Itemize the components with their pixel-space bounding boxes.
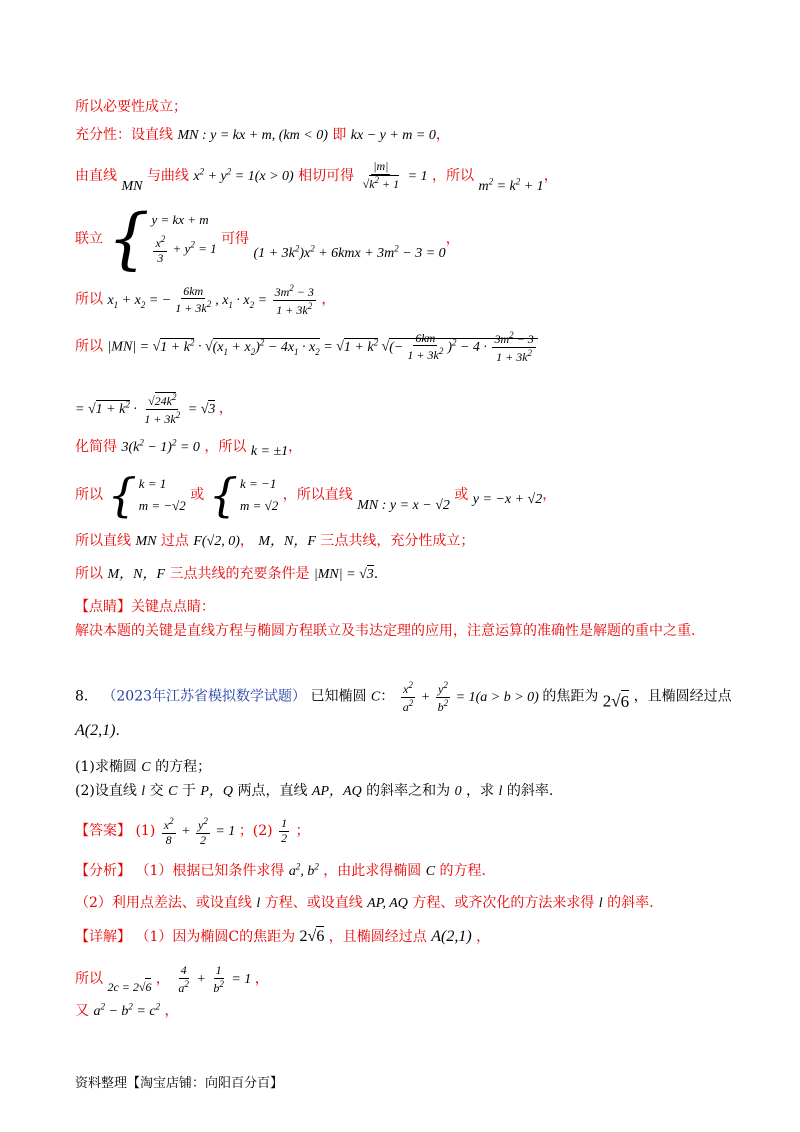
page-footer — [75, 1072, 283, 1091]
text: ，所以 — [204, 439, 247, 455]
mn-label: MN — [121, 178, 143, 194]
conclusion-line: 所以 M，N，F 三点共线的充要条件是 |MN| = √3. — [75, 566, 379, 582]
text: 所以 — [75, 338, 103, 355]
points-mnf: M，N，F — [258, 534, 316, 549]
question-8-point: A(2,1). — [75, 722, 120, 739]
text: 或 — [454, 487, 469, 503]
m-squared-result: $m^2 = k^2 + 1$ — [478, 176, 544, 194]
ellipse-name: C — [370, 689, 381, 705]
text: 过点 — [160, 533, 189, 549]
simplified-equation: $3(k^2 - 1)^2 = 0$ — [121, 437, 200, 455]
text: 所以 — [75, 487, 103, 503]
analysis-line-2: （2）利用点差法、或设直线 l 方程、或设直线 AP, AQ 方程、或齐次化的方法来求得 l 的斜率. — [75, 895, 654, 911]
text: 所以 — [75, 566, 103, 582]
text: 解决本题的关键是直线方程与椭圆方程联立及韦达定理的应用，注意运算的准确性是解题的重中之重. — [75, 623, 696, 639]
condition-formula: |MN| = √3 — [313, 567, 374, 582]
line-equation: MN : y = kx + m, (km < 0) — [177, 128, 328, 143]
solution-system-a: { k = 1 m = −√2 — [107, 468, 186, 522]
text: 所以直线 — [75, 533, 131, 549]
line-solution-1: MN : y = x − √2 — [357, 498, 450, 513]
answer-2: $\frac{1}{2}$ — [281, 815, 288, 845]
question-8-part-2: (2)设直线 l 交 C 于 P，Q 两点，直线 AP，AQ 的斜率之和为 0 ，求 l 的斜率. — [75, 783, 554, 799]
text: 所以 — [75, 291, 103, 308]
text: 联立 — [75, 231, 103, 247]
text: 即 — [332, 127, 347, 143]
mn-label: MN — [135, 534, 157, 549]
text: ，且椭圆经过点 — [633, 688, 732, 705]
question-number: 8． — [75, 688, 98, 705]
detail-line-2: 所以 2c = 2√6 ， $\frac{4}{a^2}$ + $\frac{1}{b^2}$ = 1 ， — [75, 963, 269, 995]
points-mnf: M，N，F — [107, 567, 166, 582]
answer-1: $\frac{x^2}{8}$ + $\frac{y^2}{2}$ = 1 — [163, 816, 239, 847]
text: 【点睛】关键点点睛： — [75, 599, 215, 615]
detail-line-3: 又 $a^2 - b^2 = c^2$ ， — [75, 1001, 179, 1019]
chord-length-formula: $|MN| = √1 + k^2 \cdot √(x_1 + x_2)^2 - 4x_1 \cdot x_2 = √1 + k^2$ √(− $\frac{6km}{1 + 3k^2}$ )$^2$ − 4 · $\frac{3m^2 - 3}{1 + 3k^2}$ — [107, 338, 537, 355]
text: 相切可得 — [298, 167, 355, 184]
text: 三点共线，充分性成立； — [320, 533, 475, 549]
k-value: k = ±1 — [250, 444, 289, 459]
answer-tag: 【答案】 — [75, 823, 131, 840]
text: 所以必要性成立； — [75, 99, 187, 115]
focus-point: F(√2, 0) — [193, 534, 240, 549]
focal-length: 2√6 — [602, 691, 630, 711]
line-solution-2: y = −x + √2 — [472, 492, 543, 507]
text: 已知椭圆 — [310, 688, 367, 705]
equation-system: { y = kx + m $\frac{x^2}{3}$ + $y^2 = 1$ — [107, 200, 217, 277]
vieta-line: 所以 $x_1 + x_2$ = − $\frac{6km}{1 + 3k^2}$ , $x_1 \cdot x_2$ = $\frac{3m^2 - 3}{1 + 3k^2}$ ， — [75, 283, 336, 317]
text: ，所以 — [431, 167, 474, 184]
simplify-line: 化简得 $3(k^2 - 1)^2 = 0$ ，所以 k = ±1， — [75, 437, 303, 459]
sufficiency-setup: 充分性：设直线 MN : y = kx + m, (km < 0) 即 kx − y + m = 0， — [75, 127, 450, 143]
distance-fraction: $\frac{|m|}{√k^2 + 1}$ — [362, 159, 400, 191]
question-8-part-1 — [75, 756, 211, 776]
passes-focus-line: 所以直线 MN 过点 F(√2, 0)， M，N，F 三点共线，充分性成立； — [75, 533, 475, 549]
key-point-heading — [75, 596, 215, 616]
solution-system-b: { k = −1 m = √2 — [208, 468, 279, 522]
point-a: A(2,1) — [75, 722, 116, 739]
text: 与曲线 — [146, 167, 189, 184]
text: 充分性：设直线 — [75, 127, 173, 143]
chord-length-line — [75, 330, 538, 365]
system-line: 联立 { y = kx + m $\frac{x^2}{3}$ + $y^2 = 1$ 可得 $(1 + 3k^2)x^2 + 6kmx + 3m^2 - 3 = 0$， — [75, 200, 460, 277]
solution-line: 所以 { k = 1 m = −√2 或 { k = −1 m = √2 ，所以直线 MN : y = x − √2 或 y = −x + √2， — [75, 468, 557, 522]
answer-line: 【答案】 (1) $\frac{x^2}{8}$ + $\frac{y^2}{2}$ = 1 ；(2) $\frac{1}{2}$ ； — [75, 815, 310, 847]
detail-line-1: 【详解】 （1）因为椭圆C的焦距为 2√6 ，且椭圆经过点 A(2,1) ， — [75, 928, 491, 945]
detail-tag: 【详解】 — [75, 929, 131, 945]
key-point-body — [75, 620, 695, 640]
curve-equation: $x^2 + y^2 = 1(x > 0)$ — [193, 166, 294, 184]
tangent-condition: 由直线 MN 与曲线 $x^2 + y^2 = 1(x > 0)$ 相切可得 $\frac{|m|}{√k^2 + 1}$ = 1 ，所以 $m^2 = k^2 + 1$， — [75, 159, 558, 194]
text: 或 — [190, 487, 205, 503]
text: (2)设直线 — [75, 783, 137, 799]
line-general-form: kx − y + m = 0 — [350, 128, 436, 143]
quadratic-equation: $(1 + 3k^2)x^2 + 6kmx + 3m^2 - 3 = 0$ — [253, 243, 446, 261]
question-source: （2023年江苏省模拟数学试题） — [102, 688, 307, 705]
text: 由直线 — [75, 167, 117, 184]
chord-length-result: = $√1 + k^2$ · $\frac{√24k^2}{1 + 3k^2}$ = √3 — [75, 392, 216, 426]
analysis-line-1: 【分析】 （1）根据已知条件求得 $a^2$, $b^2$ ，由此求得椭圆 C 的方程. — [75, 861, 486, 879]
text: 的方程； — [155, 759, 212, 775]
text: 化简得 — [75, 439, 117, 455]
question-8-stem: 8． （2023年江苏省模拟数学试题） 已知椭圆 C： $\frac{x^2}{a^2}$ + $\frac{y^2}{b^2}$ = 1(a > b > 0) 的焦距为 2√6 ，且椭圆经过点 — [75, 680, 732, 714]
ellipse-equation: $\frac{x^2}{a^2}$ + $\frac{y^2}{b^2}$ = 1(a > b > 0) — [402, 680, 543, 714]
vieta-formulas: $x_1 + x_2$ = − $\frac{6km}{1 + 3k^2}$ , $x_1 \cdot x_2$ = $\frac{3m^2 - 3}{1 + 3k^2}$ — [107, 283, 314, 317]
necessity-conclusion — [75, 96, 187, 116]
ellipse-name: C — [141, 760, 151, 775]
text: 三点共线的充要条件是 — [169, 566, 310, 582]
text: ，所以直线 — [282, 487, 353, 503]
text: (1)求椭圆 — [75, 759, 137, 775]
footer-text: 资料整理【淘宝店铺：向阳百分百】 — [75, 1076, 284, 1091]
analysis-tag: 【分析】 — [75, 863, 131, 879]
text: 可得 — [221, 231, 250, 247]
chord-length-simplified: = $√1 + k^2$ · $\frac{√24k^2}{1 + 3k^2}$ = √3 ， — [75, 392, 233, 426]
text: 的焦距为 — [542, 688, 599, 705]
